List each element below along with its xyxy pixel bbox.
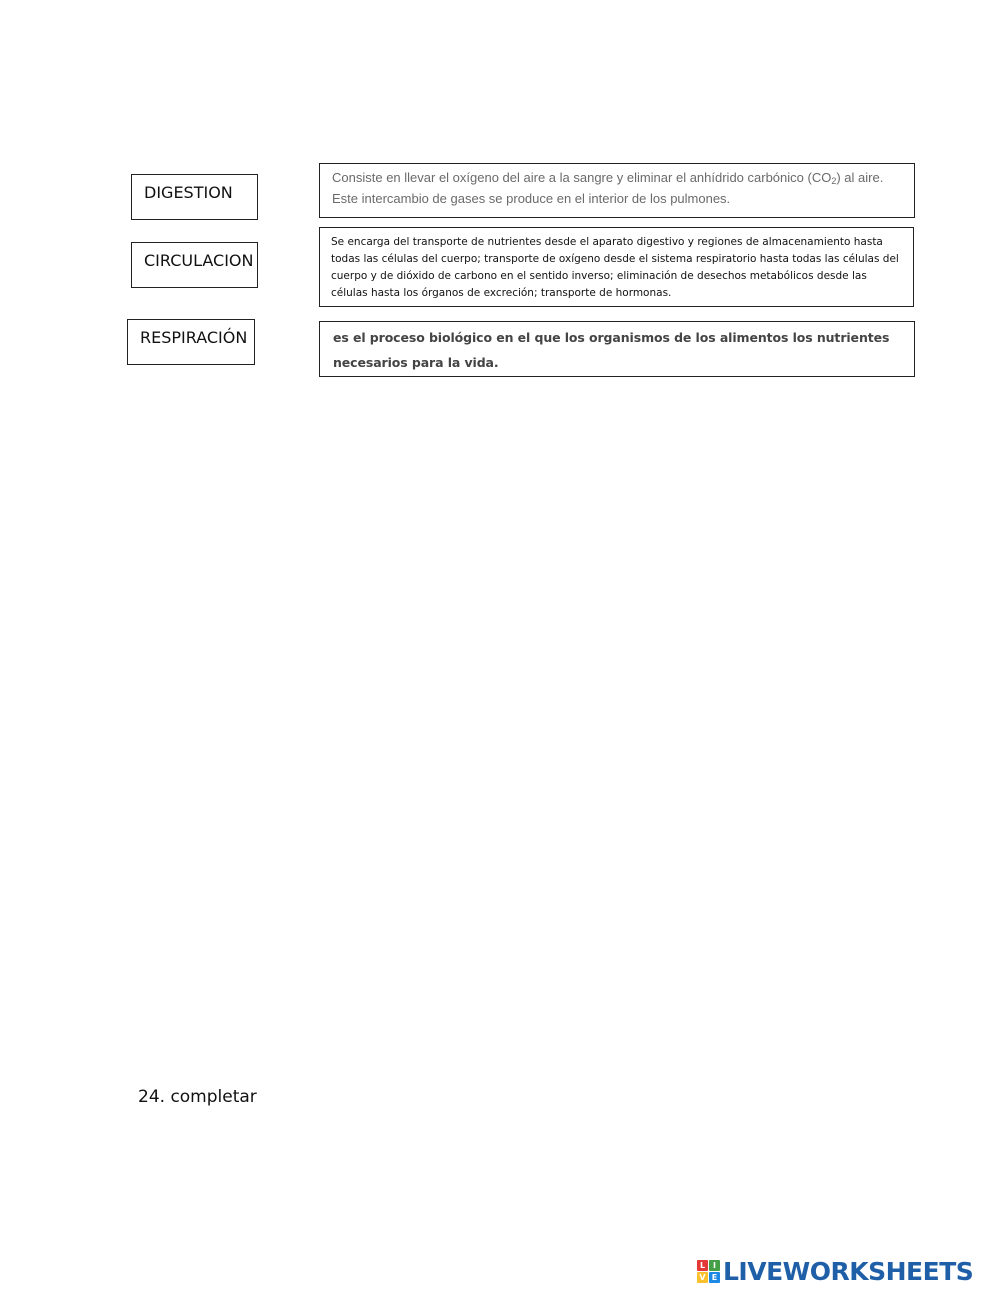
- brand-logo: [697, 1256, 973, 1286]
- term-box-respiracion[interactable]: [127, 319, 255, 365]
- definition-box-3[interactable]: [319, 321, 915, 377]
- question-label: 24. completar: [138, 1087, 257, 1107]
- brand-name: LIVEWORKSHEETS: [723, 1256, 974, 1286]
- term-box-digestion[interactable]: [131, 174, 258, 220]
- term-label: CIRCULACION: [144, 251, 254, 270]
- logo-tile: I: [709, 1260, 720, 1271]
- definition-box-1[interactable]: [319, 163, 915, 218]
- definition-box-2[interactable]: [319, 227, 914, 307]
- logo-tile: L: [697, 1260, 708, 1271]
- definition-text-cont: ) al aire. Este intercambio de gases se produce en el interior de los pulmones.: [332, 170, 884, 206]
- logo-tile: E: [709, 1272, 720, 1283]
- logo-tile: V: [697, 1272, 708, 1283]
- definition-text: Consiste en llevar el oxígeno del aire a la sangre y eliminar el anhídrido carbónico (CO: [332, 170, 832, 185]
- logo-icon: [697, 1260, 720, 1283]
- term-label: DIGESTION: [144, 183, 233, 202]
- term-label: RESPIRACIÓN: [140, 328, 248, 347]
- subscript: 2: [831, 176, 837, 186]
- definition-text: Se encarga del transporte de nutrientes desde el aparato digestivo y regiones de almacenamiento hasta todas las células del cuerpo; transporte de oxígeno desde el sistema respiratorio hasta todas las células del cuerpo y de dióxido de carbono en el sentido inverso; eliminación de desechos metabólicos desde las células hasta los órganos de excreción; transporte de hormonas.: [331, 236, 899, 299]
- definition-text: es el proceso biológico en el que los organismos de los alimentos los nutrientes necesarios para la vida.: [333, 330, 890, 370]
- term-box-circulacion[interactable]: [131, 242, 258, 288]
